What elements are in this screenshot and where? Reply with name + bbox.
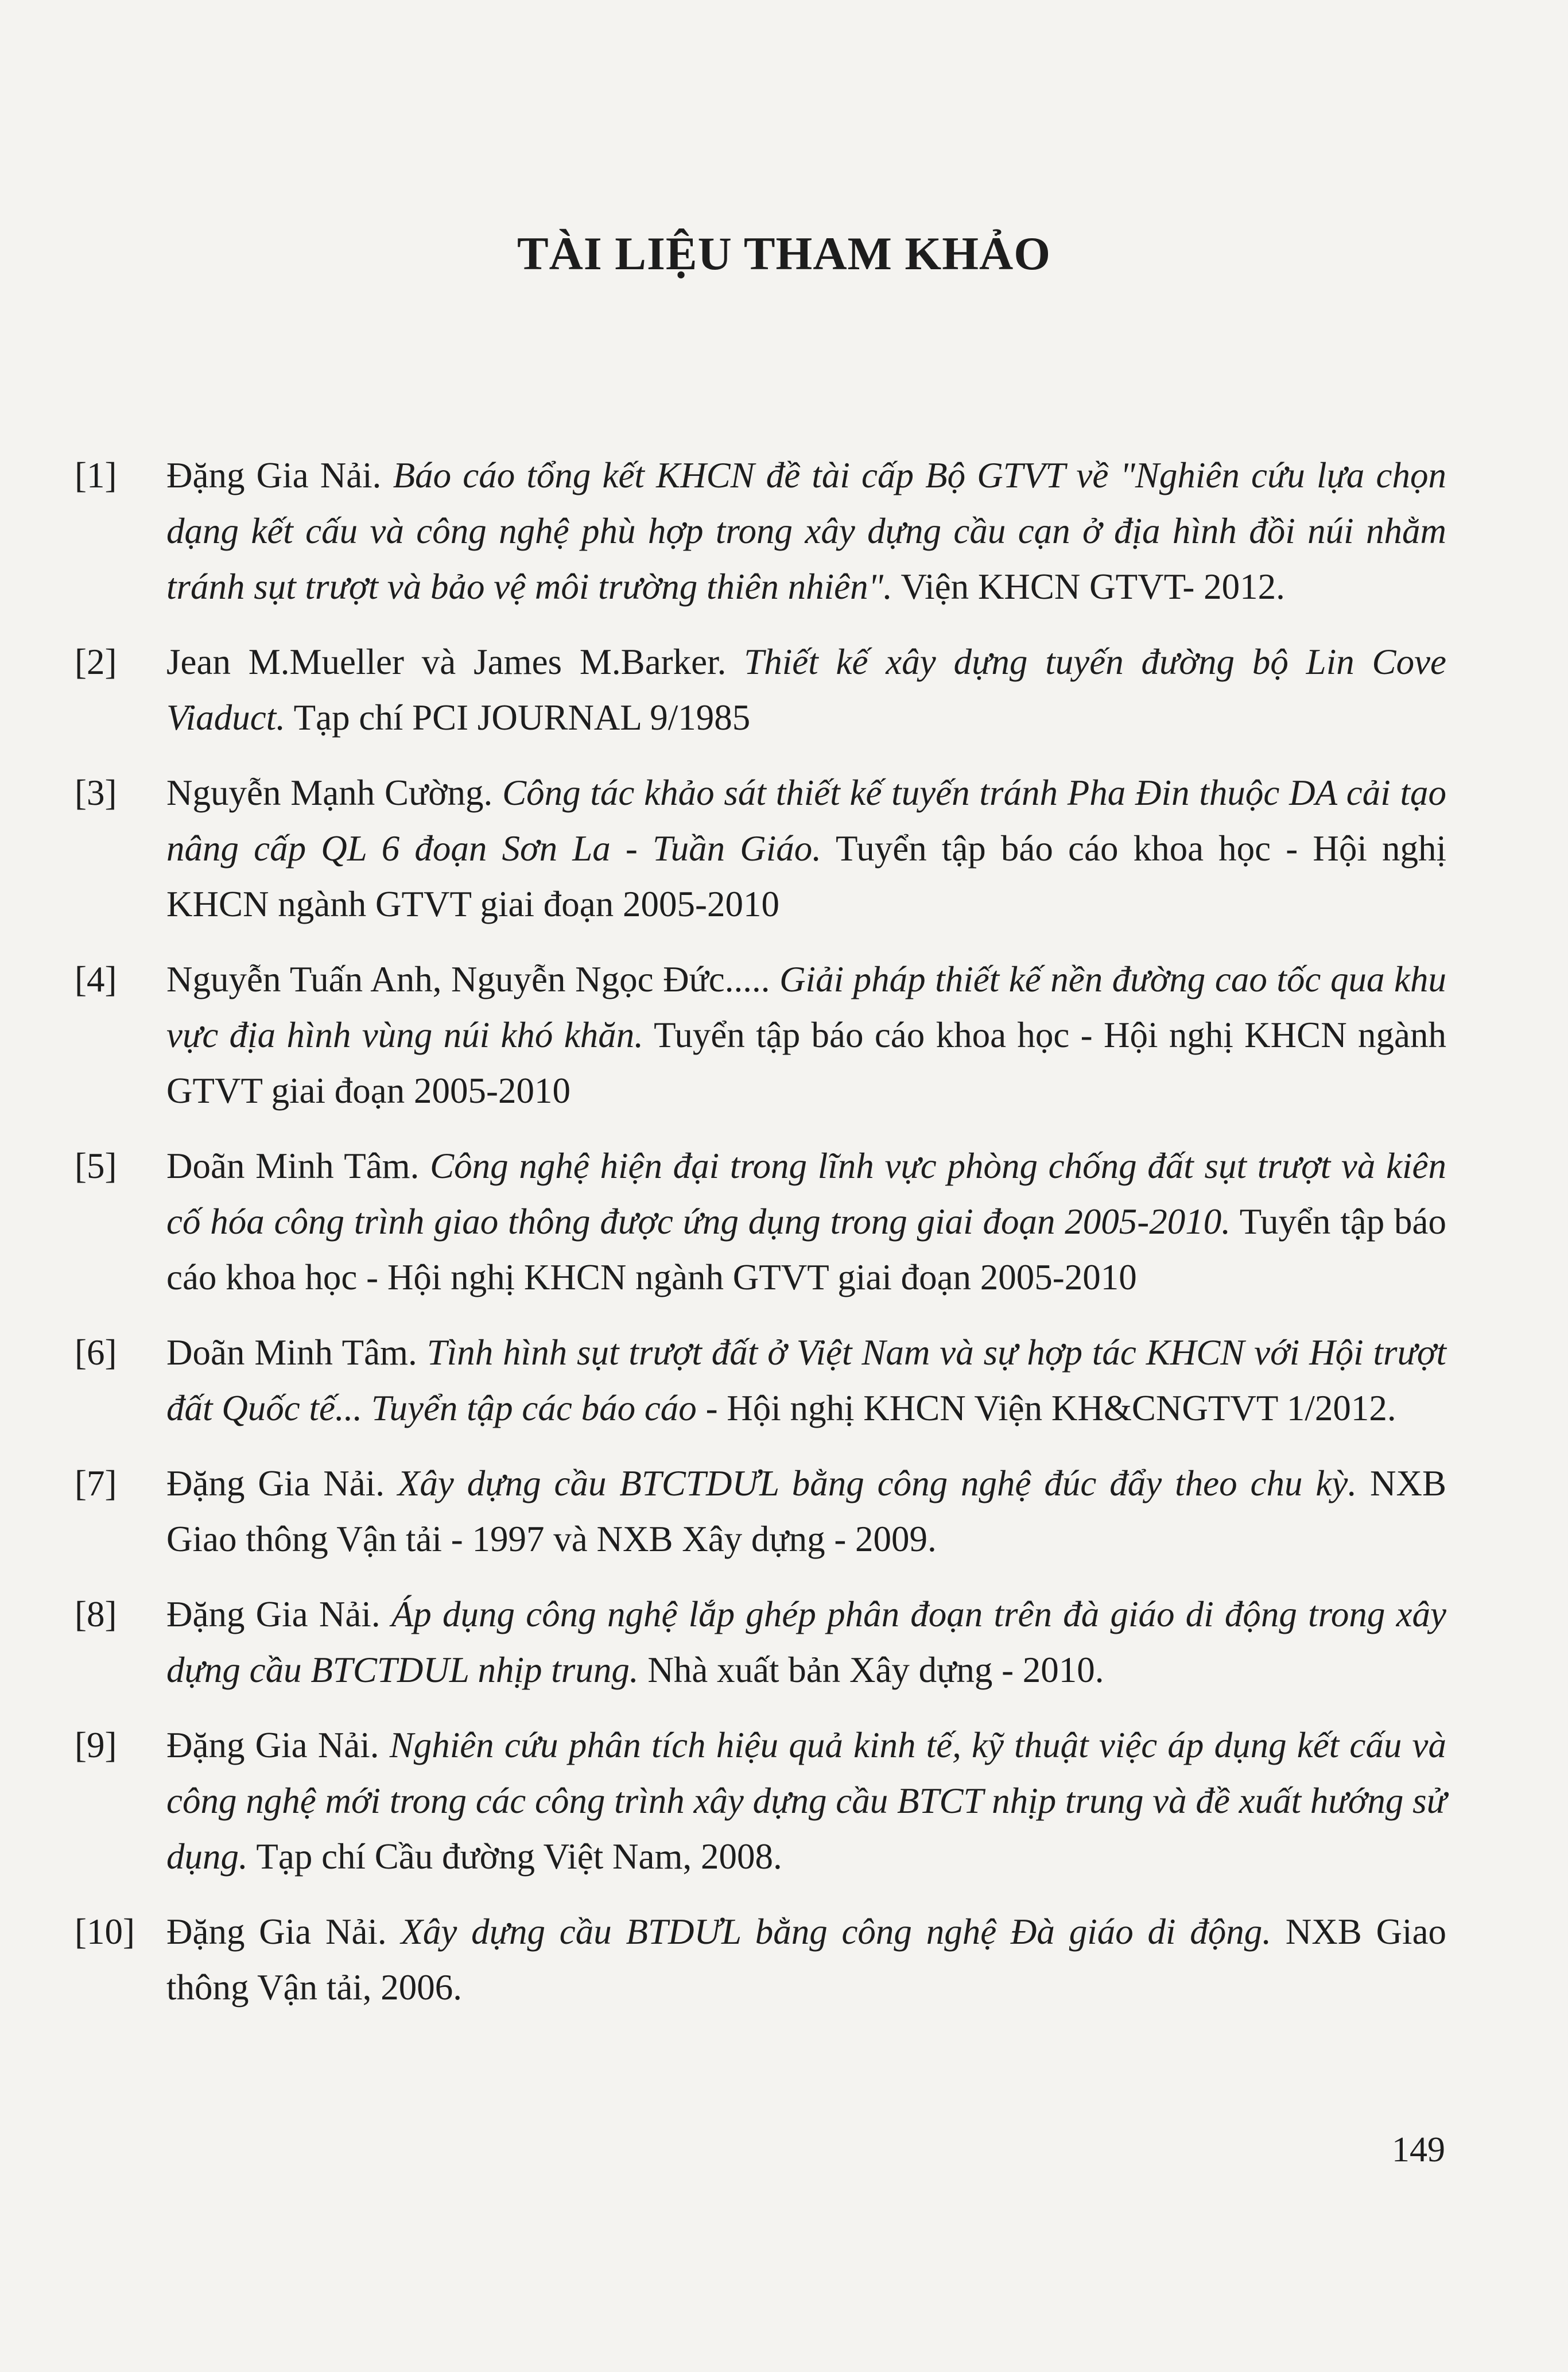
- reference-title: Tình hình sụt trượt đất ở Việt Nam và sự hợp tác KHCN với Hội trượt đất Quốc tế... Tuyển tập các báo cáo: [166, 1332, 1447, 1428]
- reference-number: [5]: [75, 1146, 117, 1186]
- reference-source: Tuyển tập báo cáo khoa học - Hội nghị KHCN ngành GTVT giai đoạn 2005-2010: [166, 828, 1446, 924]
- reference-title: Thiết kế xây dựng tuyến đường bộ Lin Cove Viaduct.: [166, 642, 1447, 738]
- reference-number: [6]: [75, 1332, 117, 1373]
- reference-source: Tuyển tập báo cáo khoa học - Hội nghị KHCN ngành GTVT giai đoạn 2005-2010: [166, 1015, 1446, 1111]
- reference-number: [7]: [75, 1463, 117, 1503]
- reference-number: [1]: [75, 455, 117, 495]
- reference-title: Áp dụng công nghệ lắp ghép phân đoạn trên đà giáo di động trong xây dựng cầu BTCTDUL nhịp trung.: [166, 1594, 1446, 1690]
- reference-author: Nguyễn Mạnh Cường.: [166, 773, 493, 813]
- reference-author: Đặng Gia Nải.: [166, 1725, 379, 1765]
- reference-author: Jean M.Mueller và James M.Barker.: [166, 642, 727, 682]
- reference-item: [75, 1904, 1446, 2016]
- reference-author: Đặng Gia Nải.: [166, 1594, 381, 1634]
- reference-item: [75, 634, 1446, 746]
- page-number: 149: [1392, 2130, 1445, 2169]
- reference-item: [75, 765, 1446, 932]
- reference-source: Viện KHCN GTVT- 2012.: [901, 567, 1285, 607]
- reference-number: [8]: [75, 1594, 117, 1634]
- reference-number: [9]: [75, 1725, 117, 1765]
- reference-item: [75, 448, 1446, 615]
- reference-title: Xây dựng cầu BTDƯL bằng công nghệ Đà giáo di động.: [401, 1912, 1271, 1952]
- reference-author: Đặng Gia Nải.: [166, 455, 382, 495]
- reference-title: Xây dựng cầu BTCTDƯL bằng công nghệ đúc đẩy theo chu kỳ.: [397, 1463, 1357, 1503]
- reference-source: Tạp chí Cầu đường Việt Nam, 2008.: [256, 1836, 782, 1877]
- reference-source: Nhà xuất bản Xây dựng - 2010.: [647, 1650, 1104, 1690]
- reference-source: - Hội nghị KHCN Viện KH&CNGTVT 1/2012.: [705, 1388, 1396, 1428]
- reference-author: Doãn Minh Tâm.: [166, 1332, 417, 1373]
- reference-author: Doãn Minh Tâm.: [166, 1146, 420, 1186]
- reference-item: [75, 1325, 1446, 1436]
- reference-number: [2]: [75, 642, 117, 682]
- reference-number: [4]: [75, 959, 117, 999]
- reference-number: [3]: [75, 773, 117, 813]
- page-title: TÀI LIỆU THAM KHẢO: [517, 227, 1051, 280]
- reference-item: [75, 952, 1446, 1119]
- reference-item: [75, 1587, 1446, 1698]
- reference-title: Công nghệ hiện đại trong lĩnh vực phòng chống đất sụt trượt và kiên cố hóa công trình giao thông được ứng dụng trong giai đoạn 2005-2010.: [166, 1146, 1447, 1242]
- reference-title: Nghiên cứu phân tích hiệu quả kinh tế, kỹ thuật việc áp dụng kết cấu và công nghệ mới trong các công trình xây dựng cầu BTCT nhịp trung và đề xuất hướng sử dụng.: [166, 1725, 1446, 1877]
- reference-author: Đặng Gia Nải.: [166, 1912, 387, 1952]
- reference-source: NXB Giao thông Vận tải - 1997 và NXB Xây dựng - 2009.: [166, 1463, 1447, 1559]
- reference-author: Nguyễn Tuấn Anh, Nguyễn Ngọc Đức.....: [166, 959, 770, 999]
- reference-item: [75, 1456, 1446, 1567]
- reference-title: Giải pháp thiết kế nền đường cao tốc qua khu vực địa hình vùng núi khó khăn.: [166, 959, 1446, 1055]
- reference-number: [10]: [75, 1912, 135, 1952]
- reference-source: NXB Giao thông Vận tải, 2006.: [166, 1912, 1447, 2007]
- reference-author: Đặng Gia Nải.: [166, 1463, 385, 1503]
- reference-list: [75, 448, 1446, 2035]
- reference-source: Tạp chí PCI JOURNAL 9/1985: [293, 697, 751, 738]
- reference-title: Công tác khảo sát thiết kế tuyến tránh Pha Đin thuộc DA cải tạo nâng cấp QL 6 đoạn Sơn La - Tuần Giáo.: [166, 773, 1446, 869]
- reference-item: [75, 1138, 1446, 1305]
- reference-title: Báo cáo tổng kết KHCN đề tài cấp Bộ GTVT về "Nghiên cứu lựa chọn dạng kết cấu và công nghệ phù hợp trong xây dựng cầu cạn ở địa hình đồi núi nhằm tránh sụt trượt và bảo vệ môi trường thiên nhiên".: [166, 455, 1446, 607]
- reference-source: Tuyển tập báo cáo khoa học - Hội nghị KHCN ngành GTVT giai đoạn 2005-2010: [166, 1201, 1446, 1297]
- reference-item: [75, 1718, 1446, 1885]
